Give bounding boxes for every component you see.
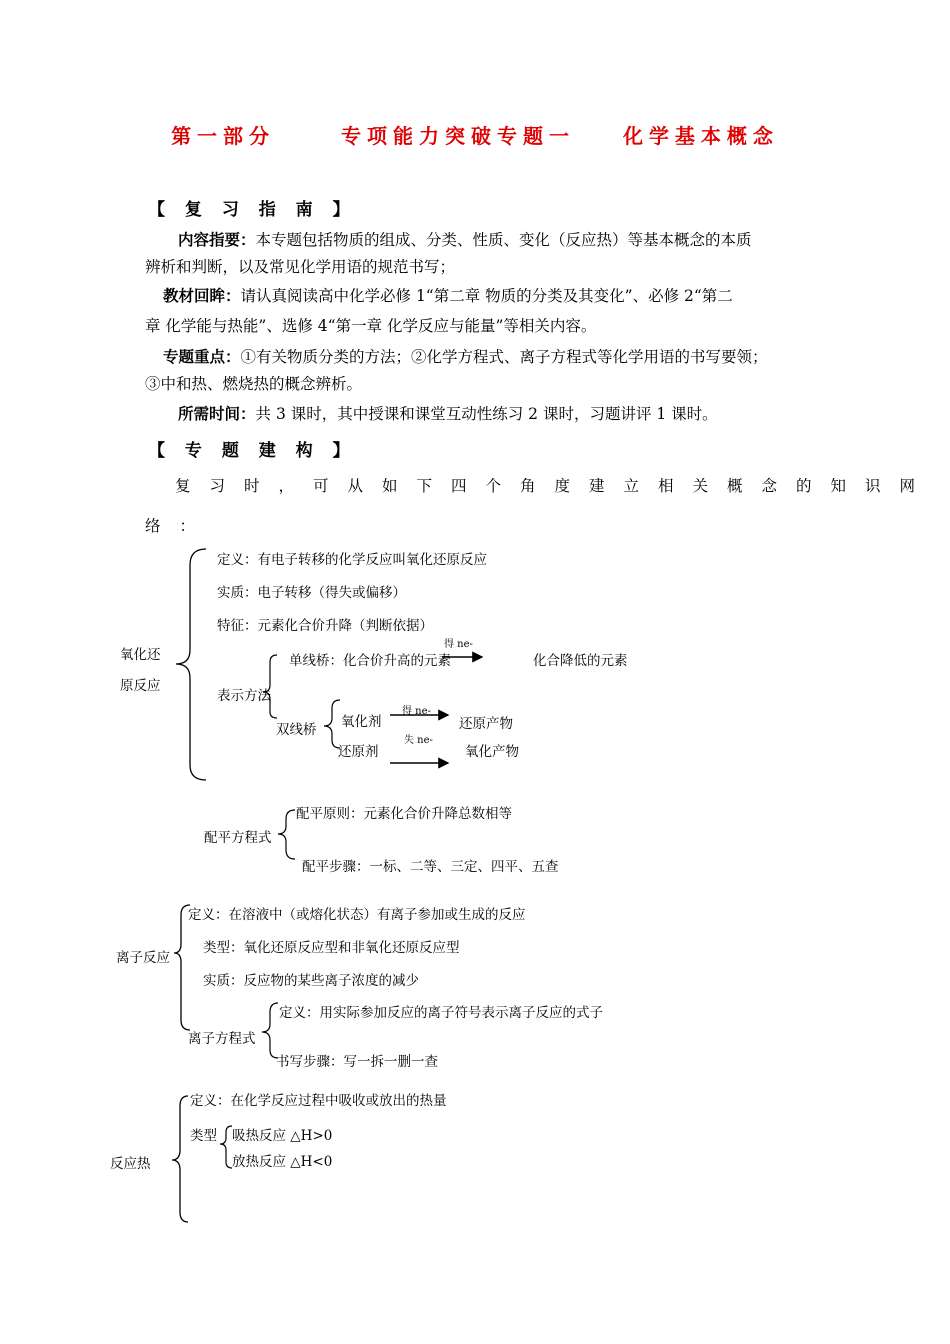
time-text: 共 3 课时，其中授课和课堂互动性练习 2 课时，习题讲评 1 课时。 [255, 405, 718, 423]
reductant: 还原剂 [338, 744, 379, 760]
heat-types: 类型 [190, 1128, 217, 1144]
textbook-review-text-1: 请认真阅读高中化学必修 1“第二章 物质的分类及其变化”、必修 2“第二 [240, 287, 733, 305]
single-bridge: 单线桥：化合价升高的元素 [289, 653, 451, 669]
oxidation-product: 氧化产物 [465, 744, 519, 760]
ionic-equation-steps: 书写步骤：写一拆一删一查 [276, 1054, 438, 1070]
ionic-equation-definition: 定义：用实际参加反应的离子符号表示离子反应的式子 [279, 1005, 603, 1021]
title-part: 第一部分 [171, 124, 276, 148]
balance-principle: 配平原则：元素化合价升降总数相等 [296, 806, 512, 822]
lose-label: 失 ne- [404, 735, 433, 746]
oxidant: 氧化剂 [341, 714, 382, 730]
title-name: 化学基本概念 [622, 124, 779, 148]
heat-type-brace [220, 1126, 232, 1168]
heat-root: 反应热 [110, 1156, 151, 1172]
content-summary-text-2: 辨析和判断，以及常见化学用语的规范书写； [145, 258, 456, 276]
ionic-brace [174, 905, 190, 1030]
textbook-review-label: 教材回眸： [163, 286, 241, 305]
representation-method: 表示方法 [217, 688, 271, 704]
ionic-equation-root: 离子方程式 [188, 1031, 256, 1047]
balance-steps: 配平步骤：一标、二等、三定、四平、五查 [302, 859, 559, 875]
content-summary-label: 内容指要： [178, 230, 256, 249]
exothermic: 放热反应 △H<0 [232, 1154, 333, 1170]
focus-text-2: ③中和热、燃烧热的概念辨析。 [145, 375, 363, 393]
focus-label: 专题重点： [163, 347, 241, 366]
redox-feature: 特征：元素化合价升降（判断依据） [217, 618, 433, 634]
ionic-essence: 实质：反应物的某些离子浓度的减少 [203, 973, 419, 989]
double-bridge: 双线桥 [276, 722, 317, 738]
heat-brace [172, 1096, 188, 1222]
ionic-types: 类型：氧化还原反应型和非氧化还原反应型 [203, 940, 460, 956]
gain-label: 得 ne- [402, 706, 431, 717]
construction-intro-2: 络： [145, 517, 215, 535]
content-summary-text-1: 本专题包括物质的组成、分类、性质、变化（反应热）等基本概念的本质 [255, 231, 752, 249]
single-arrow-label: 得 ne- [444, 639, 473, 650]
review-guide-heading: 【 复 习 指 南 】 [148, 200, 357, 220]
endothermic: 吸热反应 △H>0 [232, 1128, 333, 1144]
construction-heading: 【 专 题 建 构 】 [148, 441, 357, 461]
ionic-root: 离子反应 [116, 950, 170, 966]
construction-intro-1: 复习时，可从如下四个角度建立相关概念的知识网 [175, 477, 935, 495]
time-label: 所需时间： [178, 404, 256, 423]
focus-text-1: ①有关物质分类的方法；②化学方程式、离子方程式等化学用语的书写要领； [240, 348, 768, 366]
redox-essence: 实质：电子转移（得失或偏移） [217, 585, 406, 601]
balance-root: 配平方程式 [204, 830, 272, 846]
redox-root-line-1: 氧化还 [120, 647, 161, 663]
single-target: 化合降低的元素 [533, 653, 628, 669]
redox-root-line-2: 原反应 [120, 678, 161, 694]
textbook-review-text-2: 章 化学能与热能”、选修 4“第一章 化学反应与能量”等相关内容。 [145, 317, 597, 335]
balance-brace [278, 810, 295, 859]
redox-brace [176, 549, 206, 780]
ionic-definition: 定义：在溶液中（或熔化状态）有离子参加或生成的反应 [188, 907, 526, 923]
reduction-product: 还原产物 [459, 716, 513, 732]
redox-definition: 定义：有电子转移的化学反应叫氧化还原反应 [217, 552, 487, 568]
title-topic: 专项能力突破专题一 [341, 124, 575, 148]
heat-definition: 定义：在化学反应过程中吸收或放出的热量 [190, 1093, 447, 1109]
